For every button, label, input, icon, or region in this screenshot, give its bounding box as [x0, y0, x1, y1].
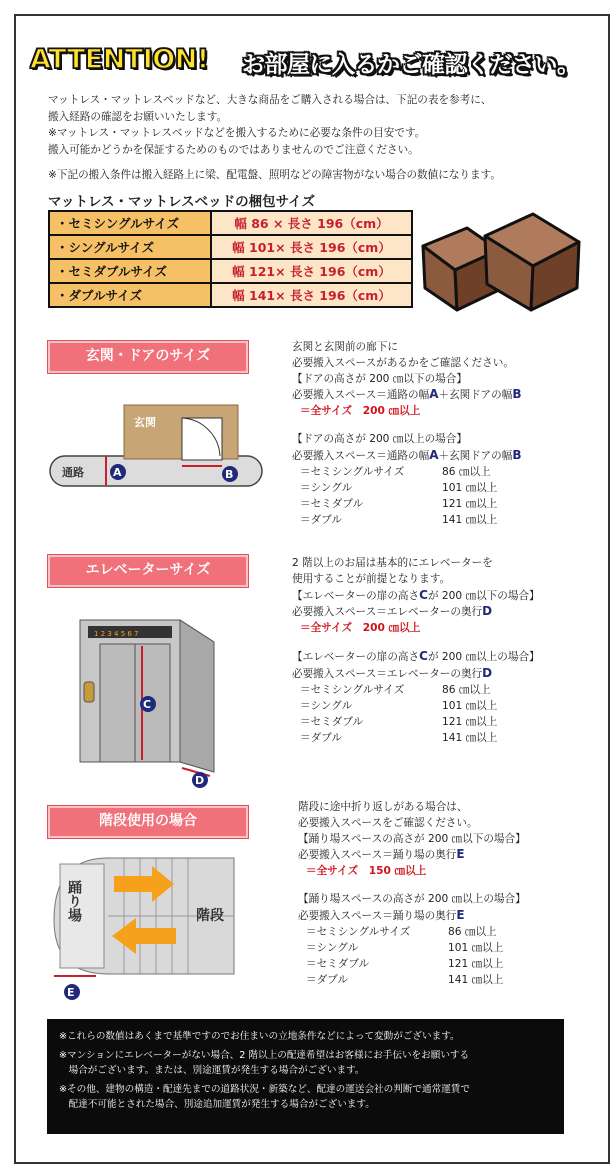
floor-indicator: 1 2 3 4 5 6 7 — [94, 630, 139, 638]
size-row — [292, 715, 592, 731]
all-size-requirement: ＝全サイズ 200 ㎝以上 — [300, 405, 421, 418]
size-value: 101 ㎝以上 — [448, 941, 504, 954]
intro-line: ※マットレス・マットレスベッドなどを搬入するために必要な条件の目安です。 — [48, 127, 426, 139]
intro-line: 搬入可能かどうかを保証するためのものではありませんのでご注意ください。 — [48, 143, 419, 156]
cardboard-boxes-illustration — [415, 206, 595, 318]
label-a-text: A — [429, 387, 439, 402]
size-row — [292, 465, 592, 481]
size-name: ＝ダブル — [300, 731, 342, 744]
all-size-requirement: ＝全サイズ 200 ㎝以上 — [300, 622, 421, 635]
footer-notes — [47, 1019, 564, 1134]
label-b-text: B — [512, 447, 522, 462]
intro-text — [48, 92, 598, 158]
label-d-text: D — [482, 604, 493, 619]
size-row — [298, 973, 598, 989]
size-row — [298, 925, 598, 941]
label-c-text: C — [419, 587, 428, 602]
obstacle-note: ※下記の搬入条件は搬入経路上に梁、配電盤、照明などの障害物がない場合の数値になります。 — [48, 169, 501, 181]
text-line — [292, 588, 592, 605]
size-value: 幅 101× 長さ 196（cm） — [211, 235, 412, 259]
stairs-label: 階段 — [196, 908, 224, 924]
size-row — [292, 699, 592, 715]
size-name: ＝シングル — [306, 941, 359, 954]
size-value: 101 ㎝以上 — [442, 481, 498, 494]
size-name: ＝ダブル — [306, 973, 348, 986]
label-b-text: B — [512, 387, 522, 402]
text-span: ＋玄関ドアの幅 — [438, 389, 513, 402]
size-row — [298, 941, 598, 957]
size-value: 101 ㎝以上 — [442, 699, 498, 712]
size-name: ＝セミダブル — [306, 957, 370, 970]
attention-message: お部屋に入るかご確認ください。 — [242, 52, 580, 78]
elevator-diagram — [70, 612, 230, 792]
label-e-text: E — [456, 907, 465, 922]
text-line: 玄関と玄関前の廊下に — [292, 341, 398, 353]
footer-line: ※これらの数値はあくまで基準ですのでお住まいの立地条件などによって変動がございます。 — [59, 1031, 460, 1042]
all-size-requirement: ＝全サイズ 150 ㎝以上 — [306, 865, 427, 878]
text-line: 【踊り場スペースの高さが 200 ㎝以下の場合】 — [298, 832, 526, 845]
door-diagram — [48, 390, 266, 500]
label-e: E — [67, 986, 75, 999]
size-name: ＝セミダブル — [300, 715, 364, 728]
text-line: 必要搬入スペースがあるかをご確認ください。 — [292, 356, 514, 369]
label-c: C — [143, 698, 152, 711]
size-value: 幅 141× 長さ 196（cm） — [211, 283, 412, 307]
size-value: 141 ㎝以上 — [442, 731, 498, 744]
text-line: 2 階以上のお届は基本的にエレベーターを — [292, 557, 493, 569]
size-row — [298, 957, 598, 973]
size-name: ・セミダブルサイズ — [49, 259, 211, 283]
landing-label: 踊り場 — [66, 880, 82, 922]
table-row — [49, 211, 412, 235]
entrance-label: 玄関 — [134, 416, 156, 429]
text-line: 必要搬入スペースをご確認ください。 — [298, 816, 478, 829]
size-row — [292, 481, 592, 497]
size-name: ・セミシングルサイズ — [49, 211, 211, 235]
text-span: 必要搬入スペース＝踊り場の奥行 — [298, 909, 457, 922]
text-line — [298, 908, 598, 925]
text-line — [292, 604, 592, 621]
size-value: 86 ㎝以上 — [448, 925, 497, 938]
stairs-header: 階段使用の場合 — [48, 806, 248, 838]
text-line: 【ドアの高さが 200 ㎝以下の場合】 — [292, 372, 467, 385]
table-row — [49, 259, 412, 283]
label-c-text: C — [419, 648, 428, 663]
elevator-size-header: エレベーターサイズ — [48, 555, 248, 587]
label-a: A — [113, 466, 122, 479]
size-name: ＝セミダブル — [300, 497, 364, 510]
size-name: ＝セミシングルサイズ — [300, 465, 405, 478]
footer-line: 配達不可能とされた場合、別途追加運賃が発生する場合がございます。 — [59, 1099, 375, 1110]
package-size-title: マットレス・マットレスベッドの梱包サイズ — [48, 194, 316, 210]
stairs-diagram — [48, 850, 238, 1005]
text-line: 使用することが前提となります。 — [292, 572, 451, 585]
size-name: ・シングルサイズ — [49, 235, 211, 259]
text-span: が 200 ㎝以下の場合】 — [427, 589, 540, 602]
text-line — [292, 387, 592, 404]
table-row — [49, 283, 412, 307]
passage-label: 通路 — [62, 466, 84, 479]
elevator-text — [292, 556, 592, 747]
size-name: ＝シングル — [300, 481, 353, 494]
table-row — [49, 235, 412, 259]
size-row — [292, 497, 592, 513]
door-size-header: 玄関・ドアのサイズ — [48, 341, 248, 373]
intro-line: マットレス・マットレスベッドなど、大きな商品をご購入される場合は、下記の表を参考に、 — [48, 94, 492, 106]
door-text — [292, 340, 592, 529]
text-line — [292, 448, 592, 465]
footer-line: ※その他、建物の構造・配達先までの道路状況・新築など、配達の運送会社の判断で通常運賃で — [59, 1083, 470, 1095]
text-span: 【エレベーターの扉の高さ — [292, 650, 420, 663]
label-a-text: A — [429, 447, 439, 462]
text-span: 必要搬入スペース＝エレベーターの奥行 — [292, 606, 483, 619]
text-span: 必要搬入スペース＝エレベーターの奥行 — [292, 667, 483, 680]
size-row — [292, 683, 592, 699]
text-line: 階段に途中折り返しがある場合は、 — [298, 801, 468, 813]
size-name: ＝ダブル — [300, 513, 342, 526]
size-value: 121 ㎝以上 — [442, 715, 498, 728]
text-span: 必要搬入スペース＝通路の幅 — [292, 389, 430, 402]
label-d: D — [195, 774, 205, 787]
size-name: ＝セミシングルサイズ — [300, 683, 405, 696]
size-value: 幅 121× 長さ 196（cm） — [211, 259, 412, 283]
size-row — [292, 731, 592, 747]
text-line — [292, 666, 592, 683]
attention-word: ATTENTION! — [30, 44, 209, 75]
size-value: 141 ㎝以上 — [442, 513, 498, 526]
text-span: 必要搬入スペース＝踊り場の奥行 — [298, 849, 457, 862]
size-value: 121 ㎝以上 — [448, 957, 504, 970]
size-value: 141 ㎝以上 — [448, 973, 504, 986]
text-line — [292, 649, 592, 666]
label-e-text: E — [456, 847, 465, 862]
size-name: ＝シングル — [300, 699, 353, 712]
footer-line: 場合がございます。または、別途運賃が発生する場合がございます。 — [59, 1065, 365, 1076]
text-line — [298, 847, 598, 864]
text-span: 【エレベーターの扉の高さ — [292, 589, 420, 602]
package-size-table — [48, 210, 413, 308]
size-value: 86 ㎝以上 — [442, 465, 491, 478]
footer-line: ※マンションにエレベーターがない場合、2 階以上の配達希望はお客様にお手伝いをお願いする — [59, 1049, 470, 1061]
text-line: 【ドアの高さが 200 ㎝以上の場合】 — [292, 432, 467, 445]
size-value: 86 ㎝以上 — [442, 683, 491, 696]
text-span: ＋玄関ドアの幅 — [438, 449, 513, 462]
size-value: 121 ㎝以上 — [442, 497, 498, 510]
size-name: ＝セミシングルサイズ — [306, 925, 411, 938]
size-value: 幅 86 × 長さ 196（cm） — [211, 211, 412, 235]
label-b: B — [225, 468, 234, 481]
size-row — [292, 513, 592, 529]
intro-line: 搬入経路の確認をお願いいたします。 — [48, 110, 228, 123]
text-span: 必要搬入スペース＝通路の幅 — [292, 449, 430, 462]
stairs-text — [298, 800, 598, 989]
text-span: が 200 ㎝以上の場合】 — [427, 650, 540, 663]
text-line: 【踊り場スペースの高さが 200 ㎝以上の場合】 — [298, 892, 526, 905]
attention-headline — [30, 44, 595, 82]
size-name: ・ダブルサイズ — [49, 283, 211, 307]
label-d-text: D — [482, 665, 493, 680]
